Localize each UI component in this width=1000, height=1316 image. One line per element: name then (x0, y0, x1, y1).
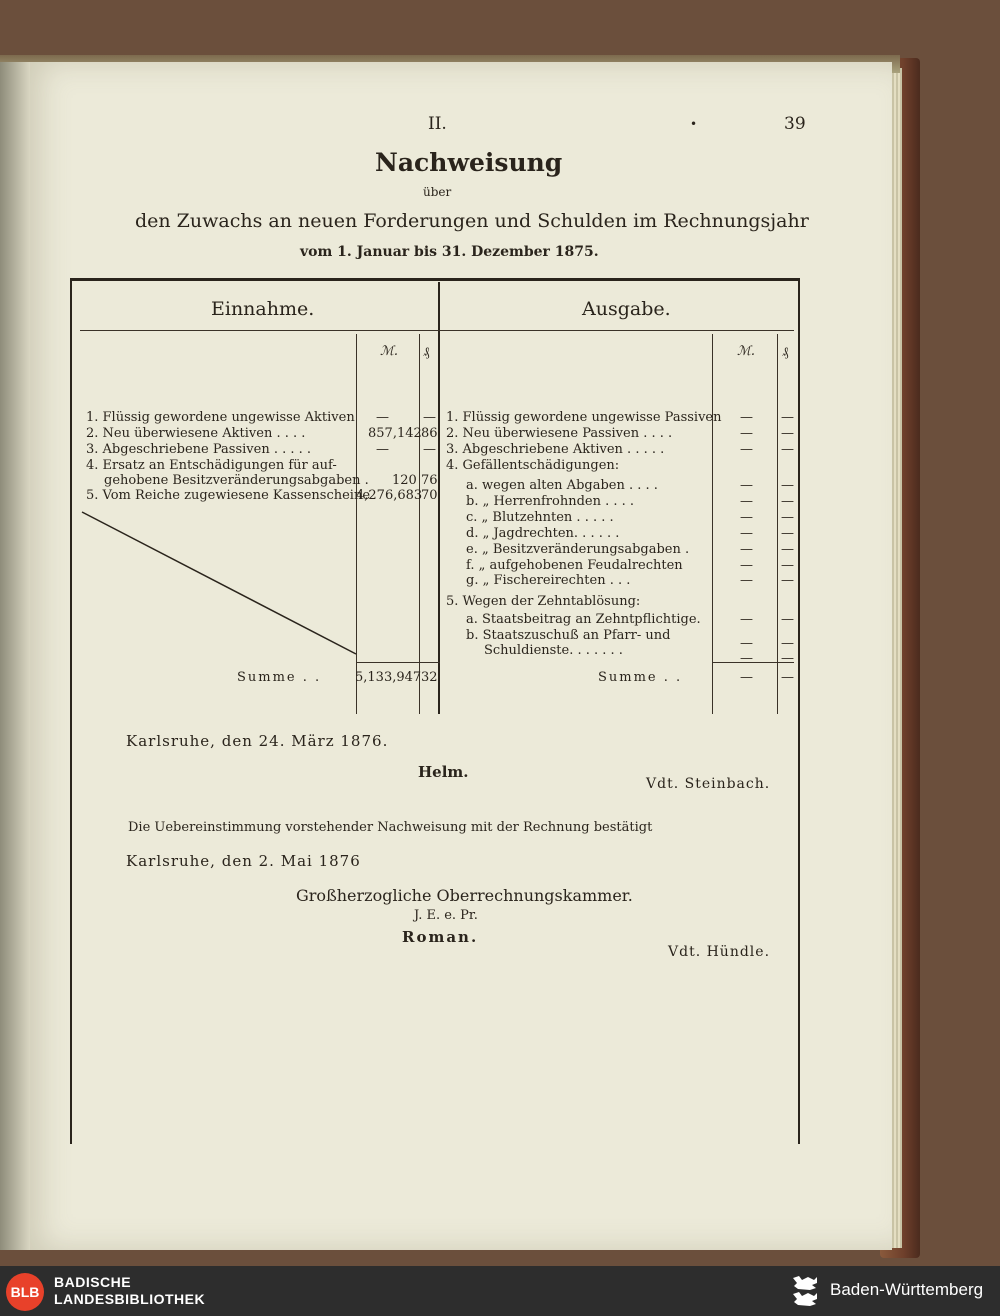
expense-row-pf: — (781, 651, 794, 666)
income-row-mark: 857,142 (368, 426, 422, 441)
state-name[interactable]: Baden-Württemberg (830, 1280, 984, 1299)
expense-row-mark: — (740, 573, 753, 588)
expense-row-mark: — (740, 510, 753, 525)
expense-row-mark: — (740, 526, 753, 541)
expense-header: Ausgabe. (582, 298, 671, 320)
income-row-text: 3. Abgeschriebene Passiven . . . . . (86, 442, 312, 457)
left-unit-pf: ₰ (423, 345, 430, 360)
expense-row-text: b. „ Herrenfrohnden . . . . (466, 494, 635, 509)
viewer-footer (0, 1266, 1000, 1316)
table-left-rule (70, 278, 72, 1144)
expense-row-pf: — (781, 510, 794, 525)
library-name-line2: LANDESBIBLIOTHEK (54, 1291, 206, 1307)
expense-row-pf: — (781, 494, 794, 509)
expense-row-text: b. Staatszuschuß an Pfarr- und (466, 628, 671, 643)
blb-logo[interactable]: BLB (6, 1273, 44, 1311)
expense-row-text: 5. Wegen der Zehntablösung: (446, 594, 641, 609)
expense-row-mark: — (740, 494, 753, 509)
expense-row-text: 3. Abgeschriebene Aktiven . . . . . (446, 442, 665, 457)
coat-of-arms-icon (790, 1274, 820, 1308)
income-row-text: 4. Ersatz an Entschädigungen für auf- (86, 458, 337, 473)
income-row-pf: 76 (421, 473, 438, 488)
expense-row-text: 2. Neu überwiesene Passiven . . . . (446, 426, 673, 441)
expense-row-mark: — (740, 410, 753, 425)
section-number: II. (428, 114, 447, 134)
confirmation-text: Die Uebereinstimmung vorstehender Nachweisung mit der Rechnung bestätigt (128, 820, 653, 835)
income-row-mark: 120 (392, 473, 417, 488)
document-period: vom 1. Januar bis 31. Dezember 1875. (300, 244, 599, 260)
expense-row-text: d. „ Jagdrechten. . . . . . (466, 526, 620, 541)
expense-sum-label: Summe . . (598, 670, 683, 685)
dot-mark: • (690, 117, 698, 131)
expense-row-pf: — (781, 636, 794, 651)
expense-row-pf: — (781, 558, 794, 573)
signer-title: J. E. e. Pr. (414, 908, 478, 923)
table-top-rule (70, 278, 800, 281)
expense-row-text: e. „ Besitzveränderungsabgaben . (466, 542, 690, 557)
left-unit-mark: ℳ. (380, 344, 399, 359)
expense-row-mark: — (740, 636, 753, 651)
book-gutter (0, 62, 30, 1250)
expense-row-text: a. wegen alten Abgaben . . . . (466, 478, 658, 493)
expense-row-text: 1. Flüssig gewordene ungewisse Passiven (446, 410, 722, 425)
title-over: über (423, 185, 452, 199)
income-row-mark: 4,276,683 (356, 488, 423, 503)
expense-row-mark: — (740, 426, 753, 441)
right-mark-col-rule (712, 334, 713, 714)
expense-row-text: 4. Gefällentschädigungen: (446, 458, 620, 473)
authority-name: Großherzogliche Oberrechnungskammer. (296, 886, 633, 905)
expense-row-text: a. Staatsbeitrag an Zehntpflichtige. (466, 612, 701, 627)
page-number: 39 (784, 114, 806, 134)
expense-row-pf: — (781, 542, 794, 557)
expense-row-pf: — (781, 478, 794, 493)
place-date-1: Karlsruhe, den 24. März 1876. (126, 732, 389, 750)
expense-sum-pf: — (781, 670, 794, 685)
income-row-pf: 70 (421, 488, 438, 503)
expense-row-mark: — (740, 478, 753, 493)
expense-row-mark: — (740, 558, 753, 573)
left-sum-rule (356, 662, 440, 663)
right-unit-mark: ℳ. (737, 344, 756, 359)
expense-row-mark: — (740, 651, 753, 666)
right-pf-col-rule (777, 334, 778, 714)
income-row-pf: — (423, 442, 436, 457)
place-date-2: Karlsruhe, den 2. Mai 1876 (126, 852, 361, 870)
expense-row-pf: — (781, 526, 794, 541)
table-middle-rule (438, 282, 440, 714)
expense-row-pf: — (781, 442, 794, 457)
income-header: Einnahme. (211, 298, 315, 320)
income-row-text: gehobene Besitzveränderungsabgaben . (104, 473, 369, 488)
expense-row-text: g. „ Fischereirechten . . . (466, 573, 631, 588)
table-right-rule (798, 278, 800, 1144)
expense-row-pf: — (781, 612, 794, 627)
left-pf-col-rule (419, 334, 420, 714)
diagonal-cancel-line (80, 508, 360, 658)
expense-row-text: Schuldienste. . . . . . . (484, 643, 623, 658)
expense-row-mark: — (740, 442, 753, 457)
income-row-pf: 86 (421, 426, 438, 441)
expense-row-pf: — (781, 410, 794, 425)
income-row-text: 1. Flüssig gewordene ungewisse Aktiven (86, 410, 355, 425)
expense-row-text: f. „ aufgehobenen Feudalrechten (466, 558, 683, 573)
income-sum-pf: 32 (421, 670, 438, 685)
library-name-line1: BADISCHE (54, 1274, 132, 1290)
income-row-text: 5. Vom Reiche zugewiesene Kassenscheine (86, 488, 371, 503)
income-sum-label: Summe . . (237, 670, 322, 685)
document-subtitle: den Zuwachs an neuen Forderungen und Schulden im Rechnungsjahr (135, 210, 809, 232)
expense-row-pf: — (781, 573, 794, 588)
header-underline (80, 330, 794, 331)
income-row-mark: — (376, 410, 389, 425)
signer-roman: Roman. (402, 928, 479, 946)
vdt-steinbach: Vdt. Steinbach. (646, 776, 771, 792)
expense-row-pf: — (781, 426, 794, 441)
right-unit-pf: ₰ (782, 345, 789, 360)
document-title: Nachweisung (375, 148, 563, 177)
income-sum-mark: 5,133,947 (355, 670, 422, 685)
vdt-huendle: Vdt. Hündle. (668, 944, 771, 960)
signer-helm: Helm. (418, 763, 469, 781)
expense-row-text: c. „ Blutzehnten . . . . . (466, 510, 614, 525)
income-row-mark: — (376, 442, 389, 457)
expense-row-mark: — (740, 612, 753, 627)
library-name[interactable] (54, 1274, 205, 1308)
income-row-text: 2. Neu überwiesene Aktiven . . . . (86, 426, 306, 441)
expense-sum-mark: — (740, 670, 753, 685)
expense-row-mark: — (740, 542, 753, 557)
income-row-pf: — (423, 410, 436, 425)
